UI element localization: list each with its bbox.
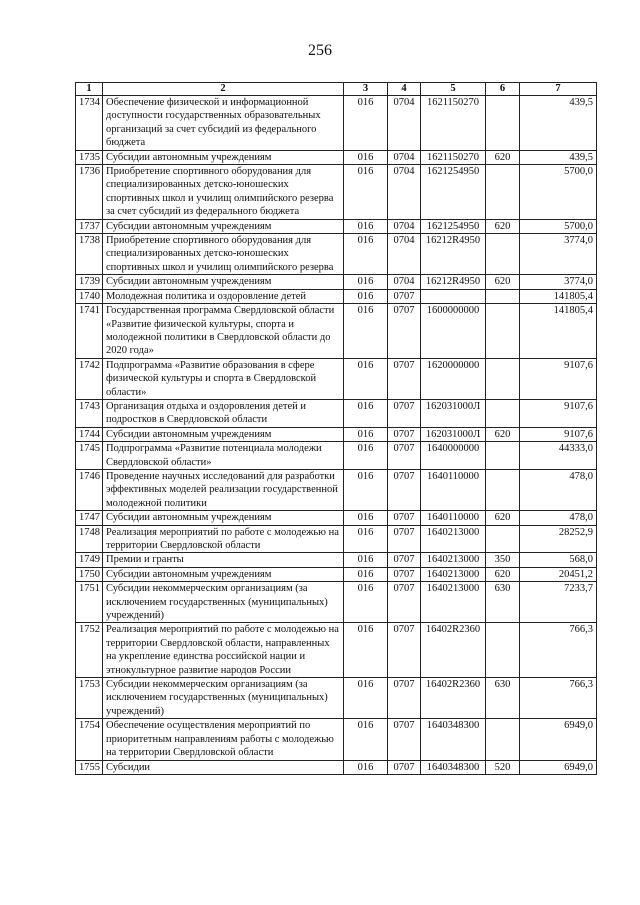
table-row [76,358,597,399]
amount-cell: 5700,0 [520,165,597,220]
row-number-cell: 1743 [76,399,103,427]
section-code-cell: 0707 [388,582,421,623]
section-code-cell: 0707 [388,304,421,359]
table-row [76,150,597,164]
section-code-cell: 0707 [388,760,421,774]
table-header-row [76,83,597,96]
table-row [76,275,597,289]
column-header: 7 [520,83,597,96]
ministry-code-cell: 016 [344,275,388,289]
row-number-cell: 1754 [76,719,103,760]
target-article-cell: 16212R4950 [421,234,486,275]
expense-type-cell [486,289,520,303]
row-number-cell: 1745 [76,442,103,470]
row-number-cell: 1749 [76,553,103,567]
expense-type-cell [486,165,520,220]
section-code-cell: 0707 [388,289,421,303]
section-code-cell: 0707 [388,399,421,427]
section-code-cell: 0704 [388,96,421,151]
column-header: 3 [344,83,388,96]
amount-cell: 766,3 [520,678,597,719]
ministry-code-cell: 016 [344,719,388,760]
amount-cell: 478,0 [520,511,597,525]
row-name-cell: Субсидии автономным учреждениям [103,150,344,164]
table-row [76,289,597,303]
column-header: 2 [103,83,344,96]
amount-cell: 439,5 [520,150,597,164]
row-number-cell: 1753 [76,678,103,719]
row-number-cell: 1750 [76,567,103,581]
row-name-cell: Субсидии автономным учреждениям [103,567,344,581]
amount-cell: 141805,4 [520,304,597,359]
row-number-cell: 1748 [76,525,103,553]
row-name-cell: Реализация мероприятий по работе с молодежью на территории Свердловской области [103,525,344,553]
row-number-cell: 1742 [76,358,103,399]
section-code-cell: 0707 [388,469,421,510]
ministry-code-cell: 016 [344,511,388,525]
expense-type-cell [486,234,520,275]
target-article-cell: 1600000000 [421,304,486,359]
expense-type-cell: 630 [486,582,520,623]
section-code-cell: 0707 [388,427,421,441]
expense-type-cell: 620 [486,219,520,233]
table-row [76,525,597,553]
row-name-cell: Организация отдыха и оздоровления детей и подростков в Свердловской области [103,399,344,427]
expense-type-cell: 620 [486,511,520,525]
section-code-cell: 0707 [388,567,421,581]
row-number-cell: 1737 [76,219,103,233]
row-name-cell: Субсидии [103,760,344,774]
row-name-cell: Субсидии автономным учреждениям [103,219,344,233]
row-name-cell: Подпрограмма «Развитие потенциала молодежи Свердловской области» [103,442,344,470]
section-code-cell: 0707 [388,678,421,719]
amount-cell: 568,0 [520,553,597,567]
section-code-cell: 0707 [388,623,421,678]
expense-type-cell: 350 [486,553,520,567]
ministry-code-cell: 016 [344,219,388,233]
row-number-cell: 1738 [76,234,103,275]
table-row [76,511,597,525]
ministry-code-cell: 016 [344,567,388,581]
ministry-code-cell: 016 [344,150,388,164]
table-row [76,304,597,359]
row-number-cell: 1734 [76,96,103,151]
ministry-code-cell: 016 [344,678,388,719]
target-article-cell: 1640348300 [421,760,486,774]
row-name-cell: Субсидии некоммерческим организациям (за исключением государственных (муниципальных) учреждений) [103,582,344,623]
section-code-cell: 0704 [388,234,421,275]
ministry-code-cell: 016 [344,442,388,470]
row-number-cell: 1736 [76,165,103,220]
target-article-cell: 162031000Л [421,399,486,427]
table-row [76,399,597,427]
table-row [76,553,597,567]
expense-type-cell [486,304,520,359]
table-row [76,234,597,275]
ministry-code-cell: 016 [344,760,388,774]
expense-type-cell [486,623,520,678]
target-article-cell: 1620000000 [421,358,486,399]
ministry-code-cell: 016 [344,304,388,359]
section-code-cell: 0704 [388,165,421,220]
expense-type-cell [486,399,520,427]
section-code-cell: 0707 [388,525,421,553]
row-number-cell: 1746 [76,469,103,510]
expense-type-cell [486,525,520,553]
target-article-cell: 1640213000 [421,525,486,553]
ministry-code-cell: 016 [344,582,388,623]
target-article-cell: 1621150270 [421,96,486,151]
section-code-cell: 0707 [388,719,421,760]
amount-cell: 9107,6 [520,427,597,441]
row-number-cell: 1739 [76,275,103,289]
row-name-cell: Субсидии автономным учреждениям [103,427,344,441]
table-row [76,678,597,719]
row-name-cell: Проведение научных исследований для разработки эффективных моделей реализации государственной молодежной политики [103,469,344,510]
ministry-code-cell: 016 [344,469,388,510]
row-name-cell: Приобретение спортивного оборудования для специализированных детско-юношеских спортивных школ и училищ олимпийского резерва [103,234,344,275]
table-row [76,427,597,441]
column-header: 1 [76,83,103,96]
expense-type-cell: 620 [486,567,520,581]
column-header: 4 [388,83,421,96]
row-name-cell: Обеспечение физической и информационной доступности государственных образовательных организаций за счет субсидий из федерального бюджета [103,96,344,151]
target-article-cell: 1621150270 [421,150,486,164]
ministry-code-cell: 016 [344,525,388,553]
amount-cell: 6949,0 [520,719,597,760]
table-row [76,719,597,760]
ministry-code-cell: 016 [344,234,388,275]
row-name-cell: Реализация мероприятий по работе с молодежью на территории Свердловской области, направленных на укрепление единства российской нации и этнокультурное развитие народов России [103,623,344,678]
expense-type-cell [486,719,520,760]
amount-cell: 9107,6 [520,358,597,399]
amount-cell: 3774,0 [520,234,597,275]
expense-type-cell [486,358,520,399]
target-article-cell: 1640348300 [421,719,486,760]
target-article-cell: 1640213000 [421,567,486,581]
budget-table [75,82,597,775]
target-article-cell: 1621254950 [421,219,486,233]
table-row [76,567,597,581]
target-article-cell: 1640000000 [421,442,486,470]
table-row [76,96,597,151]
amount-cell: 44333,0 [520,442,597,470]
table-row [76,165,597,220]
amount-cell: 6949,0 [520,760,597,774]
target-article-cell: 1640213000 [421,582,486,623]
target-article-cell [421,289,486,303]
table-row [76,469,597,510]
amount-cell: 478,0 [520,469,597,510]
section-code-cell: 0707 [388,553,421,567]
ministry-code-cell: 016 [344,623,388,678]
amount-cell: 7233,7 [520,582,597,623]
row-number-cell: 1755 [76,760,103,774]
row-number-cell: 1740 [76,289,103,303]
target-article-cell: 1640110000 [421,469,486,510]
target-article-cell: 16402R2360 [421,623,486,678]
amount-cell: 5700,0 [520,219,597,233]
ministry-code-cell: 016 [344,165,388,220]
row-number-cell: 1741 [76,304,103,359]
section-code-cell: 0707 [388,511,421,525]
expense-type-cell [486,96,520,151]
ministry-code-cell: 016 [344,96,388,151]
section-code-cell: 0704 [388,275,421,289]
row-name-cell: Подпрограмма «Развитие образования в сфере физической культуры и спорта в Свердловской области» [103,358,344,399]
amount-cell: 141805,4 [520,289,597,303]
amount-cell: 3774,0 [520,275,597,289]
expense-type-cell: 630 [486,678,520,719]
amount-cell: 20451,2 [520,567,597,581]
expense-type-cell: 620 [486,427,520,441]
row-name-cell: Приобретение спортивного оборудования для специализированных детско-юношеских спортивных школ и училищ олимпийского резерва за счет субсидий из федерального бюджета [103,165,344,220]
table-row [76,442,597,470]
amount-cell: 766,3 [520,623,597,678]
ministry-code-cell: 016 [344,427,388,441]
table-row [76,623,597,678]
ministry-code-cell: 016 [344,399,388,427]
ministry-code-cell: 016 [344,358,388,399]
row-number-cell: 1751 [76,582,103,623]
expense-type-cell [486,469,520,510]
column-header: 5 [421,83,486,96]
row-name-cell: Субсидии автономным учреждениям [103,275,344,289]
section-code-cell: 0707 [388,442,421,470]
target-article-cell: 16212R4950 [421,275,486,289]
row-number-cell: 1735 [76,150,103,164]
expense-type-cell [486,442,520,470]
row-name-cell: Государственная программа Свердловской области «Развитие физической культуры, спорта и молодежной политики в Свердловской области до 2020 года» [103,304,344,359]
table-row [76,582,597,623]
row-name-cell: Обеспечение осуществления мероприятий по приоритетным направлениям работы с молодежью на территории Свердловской области [103,719,344,760]
section-code-cell: 0704 [388,219,421,233]
ministry-code-cell: 016 [344,553,388,567]
amount-cell: 9107,6 [520,399,597,427]
expense-type-cell: 620 [486,150,520,164]
row-number-cell: 1752 [76,623,103,678]
row-name-cell: Премии и гранты [103,553,344,567]
target-article-cell: 1640213000 [421,553,486,567]
row-number-cell: 1744 [76,427,103,441]
target-article-cell: 1640110000 [421,511,486,525]
column-header: 6 [486,83,520,96]
expense-type-cell: 620 [486,275,520,289]
section-code-cell: 0704 [388,150,421,164]
target-article-cell: 1621254950 [421,165,486,220]
amount-cell: 28252,9 [520,525,597,553]
ministry-code-cell: 016 [344,289,388,303]
page-number: 256 [308,42,332,59]
target-article-cell: 162031000Л [421,427,486,441]
amount-cell: 439,5 [520,96,597,151]
target-article-cell: 16402R2360 [421,678,486,719]
table-row [76,760,597,774]
row-name-cell: Молодежная политика и оздоровление детей [103,289,344,303]
row-number-cell: 1747 [76,511,103,525]
table-row [76,219,597,233]
row-name-cell: Субсидии автономным учреждениям [103,511,344,525]
section-code-cell: 0707 [388,358,421,399]
row-name-cell: Субсидии некоммерческим организациям (за исключением государственных (муниципальных) учреждений) [103,678,344,719]
expense-type-cell: 520 [486,760,520,774]
